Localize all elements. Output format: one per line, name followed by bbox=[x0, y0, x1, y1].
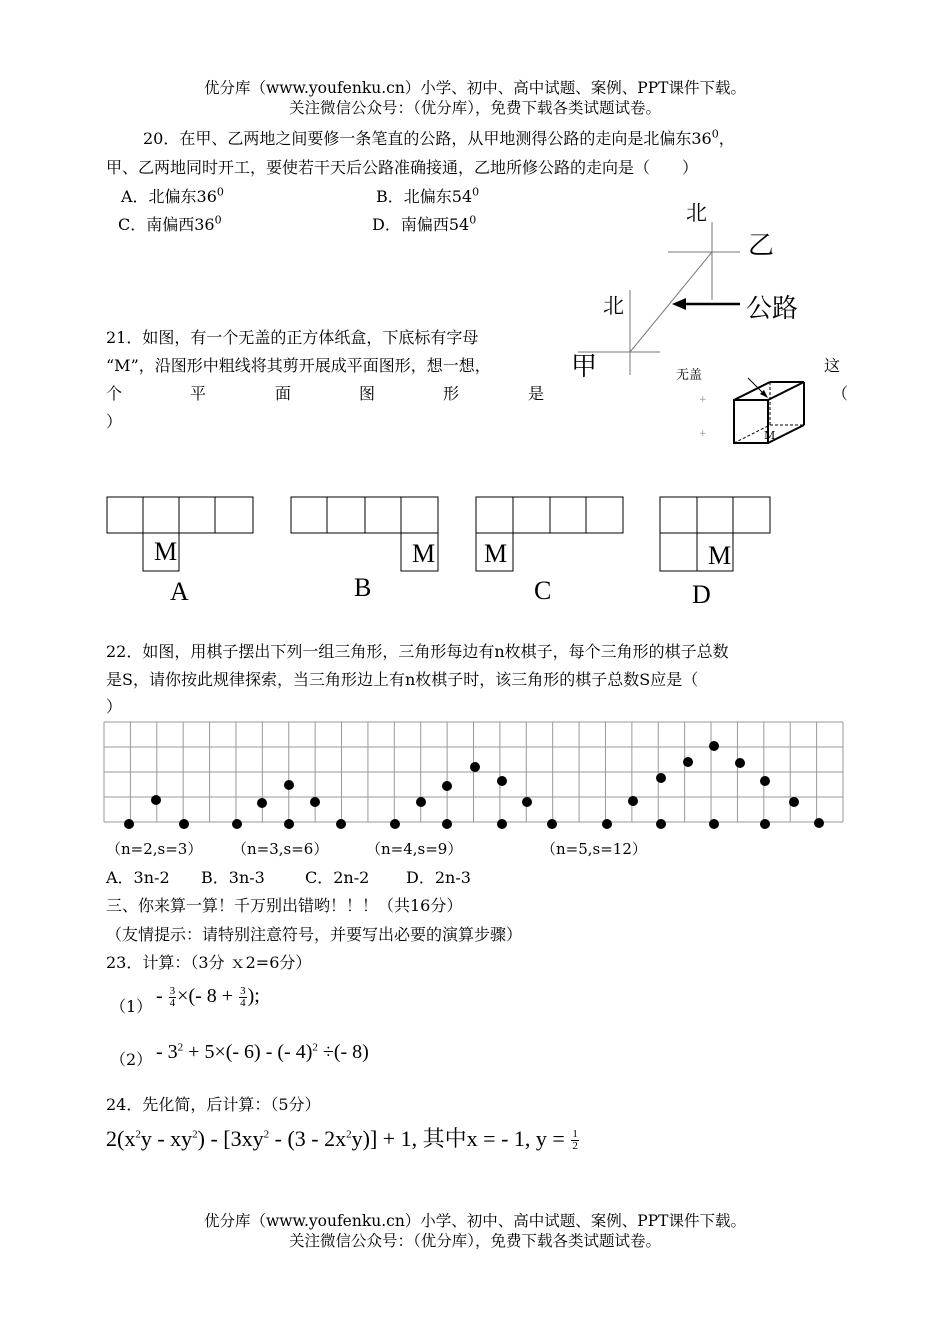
q22-option-c: C．2n-2 bbox=[305, 868, 370, 887]
header-line-2: 关注微信公众号：（优分库），免费下载各类试题试卷。 bbox=[288, 99, 661, 117]
q21-word-2: 平 bbox=[190, 384, 207, 403]
north-label-top: 北 bbox=[686, 201, 707, 225]
chess-piece bbox=[442, 781, 452, 791]
net-d-letter: M bbox=[708, 541, 732, 570]
chess-piece bbox=[179, 819, 189, 829]
chess-piece bbox=[284, 819, 294, 829]
q23-title: 23．计算：（3分 ｘ2=6分） bbox=[106, 953, 312, 972]
q21-line-3-tail: （ bbox=[832, 384, 849, 403]
footer-line-1: 优分库（www.youfenku.cn）小学、初中、高中试题、案例、PPT课件下载。 bbox=[203, 1212, 747, 1230]
open-box-label: 无盖 bbox=[676, 368, 703, 383]
q24-expression: $2(x^2y - xy^2) - [3xy^2 - (3 - 2x^2y)] + 1$, 其中x = - 1, y = $\frac{1}{2}$ bbox=[106, 1126, 578, 1153]
chess-piece bbox=[628, 796, 638, 806]
svg-text:+: + bbox=[699, 395, 707, 405]
q21-word-5: 形 bbox=[443, 384, 460, 403]
q20-option-c: C．南偏西$36^0$ bbox=[118, 213, 222, 234]
chess-piece bbox=[760, 776, 770, 786]
net-a-label: A bbox=[170, 577, 189, 606]
chess-piece bbox=[547, 819, 557, 829]
chess-piece bbox=[151, 795, 161, 805]
chess-piece bbox=[760, 819, 770, 829]
net-b-letter: M bbox=[412, 539, 436, 568]
q23-expression-1: - $\frac{3}{4}$ ×(- 8 + $\frac{3}{4}$ ); bbox=[156, 984, 260, 1009]
q23-expression-2: - $3^2 + 5\times(-$ 6) - (- 4)$^2$ ÷(- 8) bbox=[156, 1041, 369, 1063]
q24-title: 24．先化简，后计算：（5分） bbox=[106, 1095, 321, 1114]
chess-piece bbox=[442, 819, 452, 829]
chess-piece bbox=[683, 757, 693, 767]
chess-piece bbox=[390, 819, 400, 829]
net-d-label: D bbox=[692, 580, 711, 609]
net-c-letter: M bbox=[484, 539, 508, 568]
chess-piece bbox=[284, 780, 294, 790]
chess-piece bbox=[310, 797, 320, 807]
q21-line-4: ） bbox=[106, 412, 123, 431]
chess-piece bbox=[232, 819, 242, 829]
q22-option-b: B．3n-3 bbox=[201, 868, 265, 887]
q20-option-b: B．北偏东$54^0$ bbox=[376, 185, 480, 206]
chess-piece bbox=[709, 819, 719, 829]
q21-word-4: 图 bbox=[359, 384, 376, 403]
q21-word-6: 是 bbox=[528, 384, 545, 403]
jia-label: 甲 bbox=[571, 352, 598, 381]
chess-piece bbox=[735, 758, 745, 768]
section-3-title: 三、你来算一算！千万别出错哟！！！（共16分） bbox=[106, 896, 463, 915]
q20-option-d: D．南偏西$54^0$ bbox=[372, 213, 477, 234]
chess-piece bbox=[656, 819, 666, 829]
caption-n5: （n=5,s=12） bbox=[541, 840, 647, 858]
net-a-letter: M bbox=[154, 537, 178, 566]
q21-word-1: 个 bbox=[106, 384, 123, 403]
chess-piece bbox=[656, 773, 666, 783]
caption-n2: （n=2,s=3） bbox=[106, 840, 203, 858]
box-bottom-letter: M bbox=[764, 429, 776, 442]
q22-option-d: D．2n-3 bbox=[406, 868, 471, 887]
chess-piece bbox=[814, 818, 824, 828]
yi-label: 乙 bbox=[748, 231, 775, 260]
caption-n4: （n=4,s=9） bbox=[366, 840, 463, 858]
svg-text:+: + bbox=[699, 429, 707, 439]
q23-part-1-label: （1） bbox=[110, 997, 153, 1016]
q21-line-1: 21．如图，有一个无盖的正方体纸盒，下底标有字母 bbox=[106, 328, 479, 347]
chess-piece bbox=[257, 798, 267, 808]
chess-piece bbox=[416, 797, 426, 807]
chess-piece bbox=[497, 819, 507, 829]
q21-line-2-tail: 这 bbox=[824, 356, 841, 375]
q21-word-3: 面 bbox=[275, 384, 292, 403]
road-label: 公路 bbox=[746, 294, 799, 323]
chess-piece bbox=[470, 762, 480, 772]
chess-piece bbox=[497, 776, 507, 786]
chess-piece bbox=[602, 819, 612, 829]
caption-n3: （n=3,s=6） bbox=[232, 840, 329, 858]
q20-line-1: 20．在甲、乙两地之间要修一条笔直的公路，从甲地测得公路的走向是北偏东$36^0$， bbox=[143, 127, 735, 148]
q20-option-a: A．北偏东$36^0$ bbox=[121, 185, 224, 206]
q22-line-2: 是S，请你按此规律探索，当三角形边上有n枚棋子时，该三角形的棋子总数S应是（ bbox=[106, 670, 699, 689]
chess-piece bbox=[522, 797, 532, 807]
north-label-left: 北 bbox=[603, 294, 624, 318]
q22-option-a: A．3n-2 bbox=[106, 868, 170, 887]
net-c-label: C bbox=[534, 576, 552, 605]
chess-piece bbox=[336, 819, 346, 829]
q20-line-2: 甲、乙两地同时开工，要使若干天后公路准确接通，乙地所修公路的走向是（ ） bbox=[106, 158, 699, 177]
footer-line-2: 关注微信公众号：（优分库），免费下载各类试题试卷。 bbox=[288, 1232, 661, 1250]
header-line-1: 优分库（www.youfenku.cn）小学、初中、高中试题、案例、PPT课件下载。 bbox=[203, 79, 747, 97]
chess-piece bbox=[709, 741, 719, 751]
q23-part-2-label: （2） bbox=[110, 1050, 153, 1069]
net-b-label: B bbox=[354, 573, 372, 602]
q21-line-2: “M”，沿图形中粗线将其剪开展成平面图形，想一想， bbox=[106, 356, 491, 375]
q22-line-3: ） bbox=[106, 697, 123, 716]
section-3-hint: （友情提示：请特别注意符号，并要写出必要的演算步骤） bbox=[106, 925, 523, 944]
q22-line-1: 22．如图，用棋子摆出下列一组三角形，三角形每边有n枚棋子，每个三角形的棋子总数 bbox=[106, 642, 729, 661]
chess-piece bbox=[789, 797, 799, 807]
chess-piece bbox=[124, 819, 134, 829]
